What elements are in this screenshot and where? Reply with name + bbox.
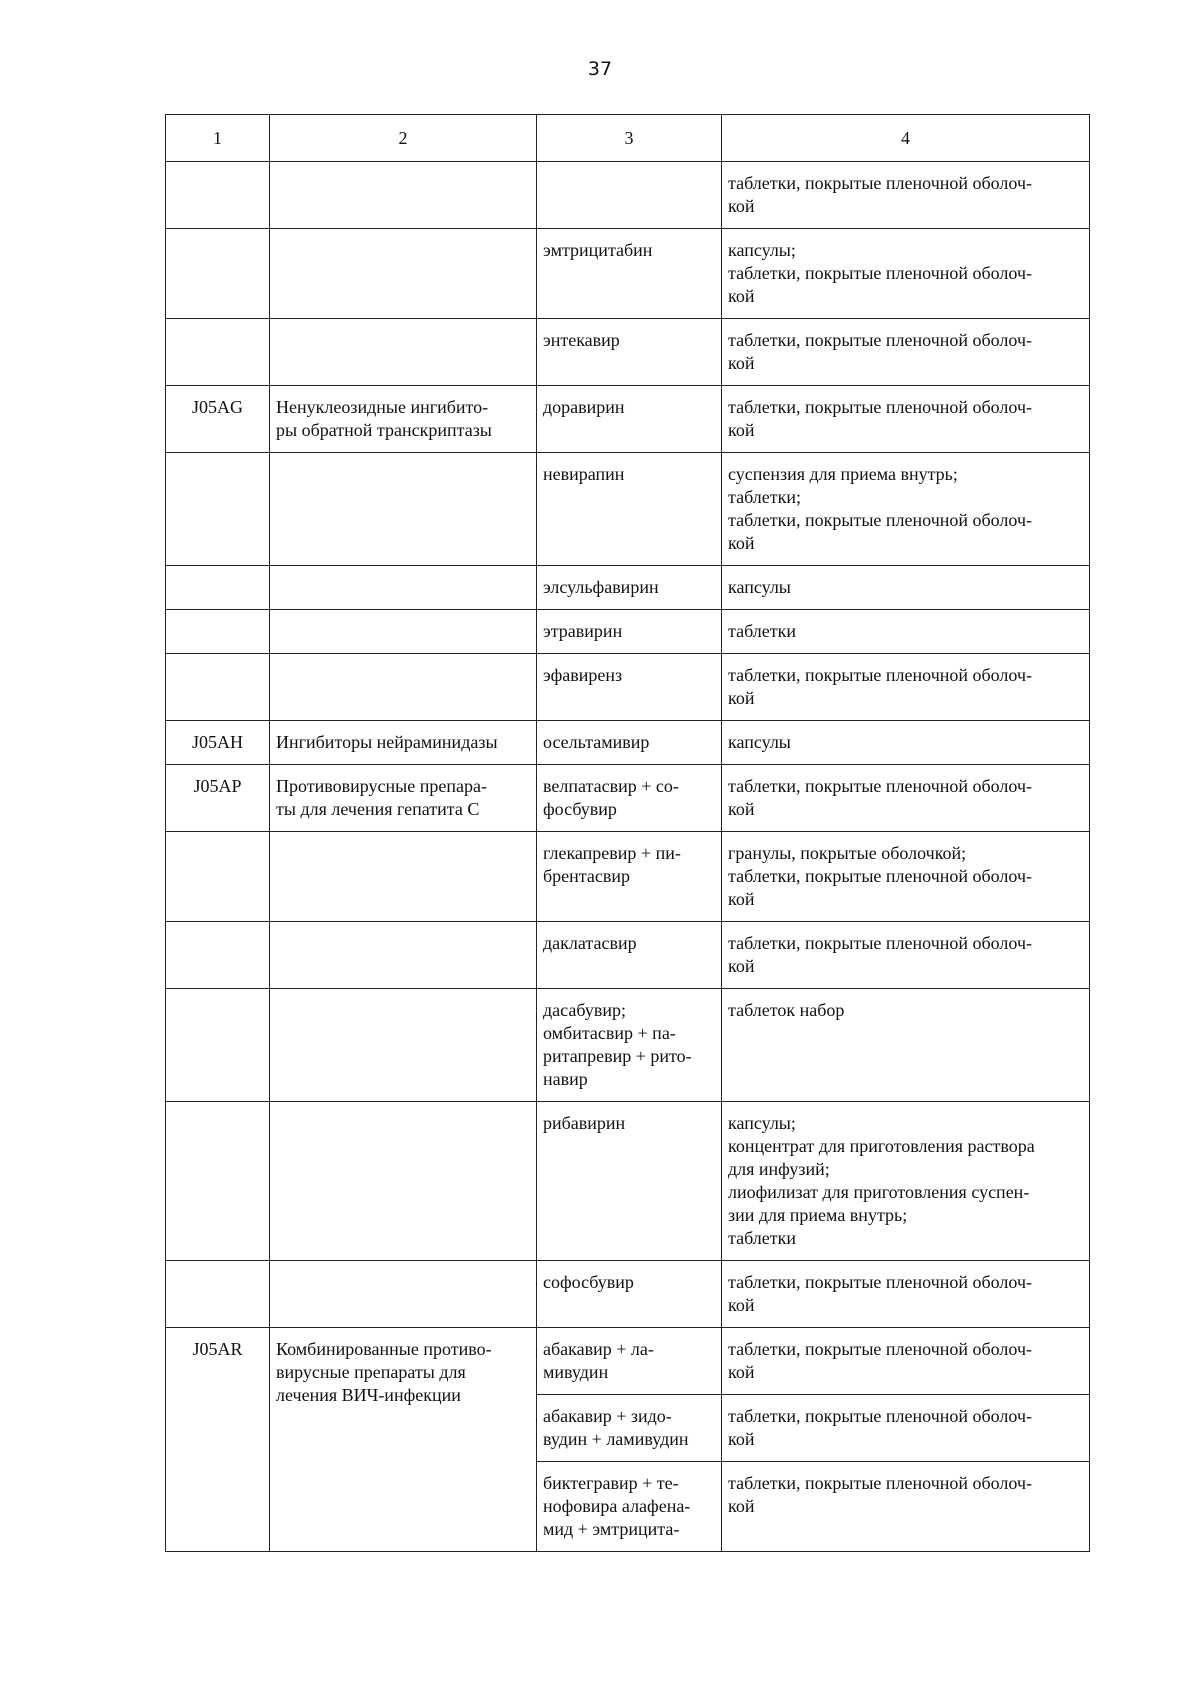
table-row [166,721,1090,765]
atc-code-cell: J05AG [166,386,270,453]
table-row [166,1261,1090,1328]
drug-name-cell: дасабувир; омбитасвир + па- ритапревир + рито- навир [537,989,722,1102]
drug-table [165,114,1090,1552]
atc-code-cell [166,832,270,922]
dosage-forms-cell: таблетки, покрытые пленочной оболоч- кой [722,319,1090,386]
atc-code-cell: J05AH [166,721,270,765]
atc-group-cell: Ненуклеозидные ингибито- ры обратной транскриптазы [270,386,537,453]
dosage-forms-cell: капсулы [722,721,1090,765]
atc-code-cell [166,319,270,386]
atc-group-cell [270,654,537,721]
drug-name-cell: рибавирин [537,1102,722,1261]
drug-name-cell: доравирин [537,386,722,453]
drug-name-cell: велпатасвир + со- фосбувир [537,765,722,832]
atc-group-cell [270,989,537,1102]
atc-code-cell [166,989,270,1102]
atc-group-cell [270,610,537,654]
table-row [166,832,1090,922]
table-row [166,162,1090,229]
dosage-forms-cell: суспензия для приема внутрь; таблетки; таблетки, покрытые пленочной оболоч- кой [722,453,1090,566]
atc-group-cell [270,453,537,566]
atc-group-cell [270,832,537,922]
drug-name-cell: даклатасвир [537,922,722,989]
table-row [166,566,1090,610]
drug-name-cell: биктегравир + те- нофовира алафена- мид + эмтрицита- [537,1462,722,1552]
dosage-forms-cell: капсулы; таблетки, покрытые пленочной оболоч- кой [722,229,1090,319]
table-row [166,1102,1090,1261]
drug-name-cell: элсульфавирин [537,566,722,610]
column-header-3: 3 [537,115,722,162]
table-row [166,654,1090,721]
dosage-forms-cell: таблетки, покрытые пленочной оболоч- кой [722,765,1090,832]
atc-group-cell [270,1102,537,1261]
drug-name-cell: эфавиренз [537,654,722,721]
atc-group-cell [270,162,537,229]
column-header-2: 2 [270,115,537,162]
atc-group-cell [270,319,537,386]
table-row [166,610,1090,654]
atc-group-cell: Ингибиторы нейраминидазы [270,721,537,765]
page-number: 37 [587,58,613,80]
drug-name-cell: невирапин [537,453,722,566]
table-row [166,1328,1090,1395]
atc-group-cell [270,229,537,319]
drug-name-cell: абакавир + ла- мивудин [537,1328,722,1395]
column-header-4: 4 [722,115,1090,162]
atc-code-cell [166,229,270,319]
atc-group-cell [270,566,537,610]
atc-code-cell [166,453,270,566]
atc-code-cell: J05AP [166,765,270,832]
column-header-1: 1 [166,115,270,162]
table-row [166,922,1090,989]
dosage-forms-cell: таблетки, покрытые пленочной оболоч- кой [722,162,1090,229]
atc-group-cell [270,1261,537,1328]
atc-code-cell: J05AR [166,1328,270,1552]
table-row [166,319,1090,386]
atc-group-cell: Противовирусные препара- ты для лечения гепатита С [270,765,537,832]
atc-group-cell: Комбинированные противо- вирусные препараты для лечения ВИЧ-инфекции [270,1328,537,1552]
dosage-forms-cell: таблетки, покрытые пленочной оболоч- кой [722,922,1090,989]
atc-code-cell [166,1102,270,1261]
dosage-forms-cell: таблеток набор [722,989,1090,1102]
atc-code-cell [166,1261,270,1328]
atc-group-cell [270,922,537,989]
dosage-forms-cell: капсулы; концентрат для приготовления раствора для инфузий; лиофилизат для приготовления суспен- зии для приема внутрь; таблетки [722,1102,1090,1261]
drug-name-cell: осельтамивир [537,721,722,765]
dosage-forms-cell: таблетки, покрытые пленочной оболоч- кой [722,1395,1090,1462]
drug-name-cell [537,162,722,229]
dosage-forms-cell: таблетки, покрытые пленочной оболоч- кой [722,1328,1090,1395]
table-row [166,989,1090,1102]
table-header-row [166,115,1090,162]
atc-code-cell [166,162,270,229]
dosage-forms-cell: капсулы [722,566,1090,610]
table-row [166,453,1090,566]
drug-name-cell: этравирин [537,610,722,654]
atc-code-cell [166,610,270,654]
dosage-forms-cell: таблетки, покрытые пленочной оболоч- кой [722,654,1090,721]
table-body [166,115,1090,1552]
dosage-forms-cell: таблетки, покрытые пленочной оболоч- кой [722,386,1090,453]
drug-name-cell: глекапревир + пи- брентасвир [537,832,722,922]
dosage-forms-cell: таблетки, покрытые пленочной оболоч- кой [722,1261,1090,1328]
table-row [166,229,1090,319]
dosage-forms-cell: таблетки, покрытые пленочной оболоч- кой [722,1462,1090,1552]
atc-code-cell [166,654,270,721]
drug-name-cell: софосбувир [537,1261,722,1328]
atc-code-cell [166,922,270,989]
dosage-forms-cell: гранулы, покрытые оболочкой; таблетки, покрытые пленочной оболоч- кой [722,832,1090,922]
drug-name-cell: абакавир + зидо- вудин + ламивудин [537,1395,722,1462]
atc-code-cell [166,566,270,610]
drug-name-cell: эмтрицитабин [537,229,722,319]
dosage-forms-cell: таблетки [722,610,1090,654]
drug-name-cell: энтекавир [537,319,722,386]
table-row [166,386,1090,453]
table-row [166,765,1090,832]
